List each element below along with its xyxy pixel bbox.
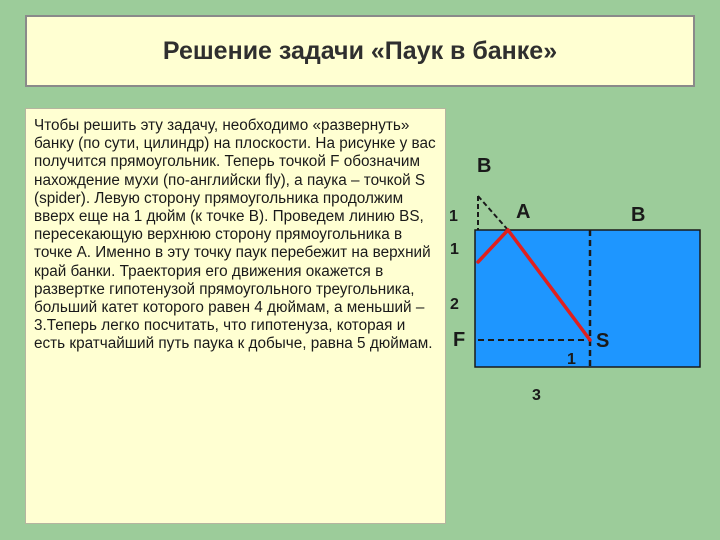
label-point-b-top: B bbox=[477, 155, 492, 177]
label-point-f: F bbox=[453, 329, 466, 351]
slide-title: Решение задачи «Паук в банке» bbox=[162, 36, 558, 65]
label-dim-1-left: 1 bbox=[450, 241, 459, 258]
label-dim-3-bottom: 3 bbox=[532, 387, 541, 404]
label-point-a: A bbox=[516, 201, 531, 223]
label-dim-2-left: 2 bbox=[450, 296, 459, 313]
label-point-b-right: B bbox=[631, 204, 646, 226]
b-to-a-dashed-line bbox=[478, 196, 508, 230]
explanation-text: Чтобы решить эту задачу, необходимо «развернуть» банку (по сути, цилиндр) на плоскости. На рисунке у вас получится прямоугольник. Теперь точкой F обозначим нахождение мухи (по-английски fly), а паука – точкой S (spider). Левую сторону прямоугольника продолжим вверх еще на 1 дюйм (к точке B). Проведем линию BS, пересекающую верхнюю сторону прямоугольника в точке A. Именно в эту точку паук перебежит на верхний край банки. Траектория его движения окажется в развертке гипотенузой прямоугольного треугольника, больший катет которого равен 4 дюймам, а меньший – 3.Теперь легко посчитать, что гипотенуза, которая и есть кратчайший путь паука к добыче, равна 5 дюймам. bbox=[34, 117, 436, 353]
label-point-s: S bbox=[596, 330, 610, 352]
label-dim-1-extension: 1 bbox=[449, 208, 458, 225]
unfolded-can-rectangle bbox=[475, 230, 700, 367]
label-dim-1-bottom: 1 bbox=[567, 351, 576, 368]
